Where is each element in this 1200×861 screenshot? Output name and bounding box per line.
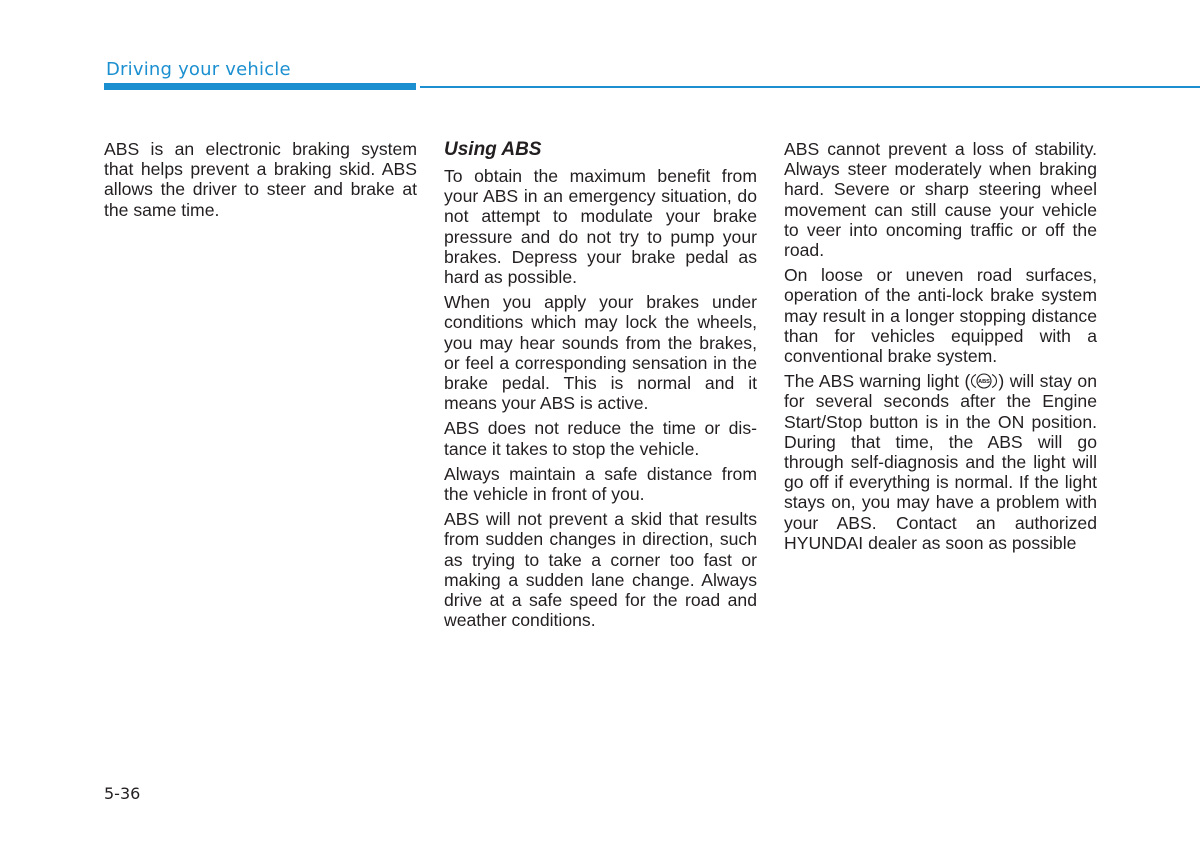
abs-warning-light-icon [971, 372, 997, 390]
header-rule-thin [420, 86, 1200, 88]
svg-text:ABS: ABS [978, 379, 991, 386]
header-rule-thick [104, 83, 416, 90]
abs-warning-paragraph [784, 371, 1097, 553]
warning-text-before: The ABS warning light ( [784, 371, 971, 392]
left-column [104, 139, 417, 225]
paragraph: ABS will not prevent a skid that results from sudden changes in direction, such as trying to take a corner too fast or making a sudden lane change. Always drive at a safe speed for the road and weather conditions. [444, 509, 757, 631]
right-column [784, 139, 1097, 558]
subheading-using-abs: Using ABS [444, 139, 542, 160]
middle-column [444, 139, 757, 635]
page-number: 5-36 [104, 784, 141, 803]
paragraph: To obtain the maximum benefit from your ABS in an emergency situation, do not attempt to modulate your brake pressure and do not try to pump your brakes. Depress your brake pedal as hard as possible. [444, 166, 757, 288]
paragraph: ABS does not reduce the time or distance it takes to stop the vehicle. [444, 418, 757, 459]
paragraph: ABS is an electronic braking system that helps prevent a braking skid. ABS allows the driver to steer and brake at the same time. [104, 139, 417, 220]
warning-text-after: ) will stay on for several seconds after the Engine Start/Stop button is in the ON position. During that time, the ABS will go through self-diagnosis and the light will go off if everything is normal. If the light stays on, you may have a problem with your ABS. Contact an authorized HYUNDAI dealer as soon as possible [784, 371, 1097, 553]
section-title: Driving your vehicle [106, 59, 291, 80]
paragraph: Always maintain a safe distance from the vehicle in front of you. [444, 463, 757, 505]
paragraph: ABS cannot prevent a loss of stability. Always steer moderately when braking hard. Severe or sharp steering wheel movement can still cause your vehicle to veer into oncoming traffic or off the road. [784, 139, 1097, 261]
paragraph: When you apply your brakes under conditions which may lock the wheels, you may hear sounds from the brakes, or feel a corresponding sensation in the brake pedal. This is normal and it means your ABS is active. [444, 292, 757, 414]
paragraph: On loose or uneven road surfaces, operation of the anti-lock brake system may result in a longer stopping distance than for vehicles equipped with a conventional brake system. [784, 265, 1097, 367]
